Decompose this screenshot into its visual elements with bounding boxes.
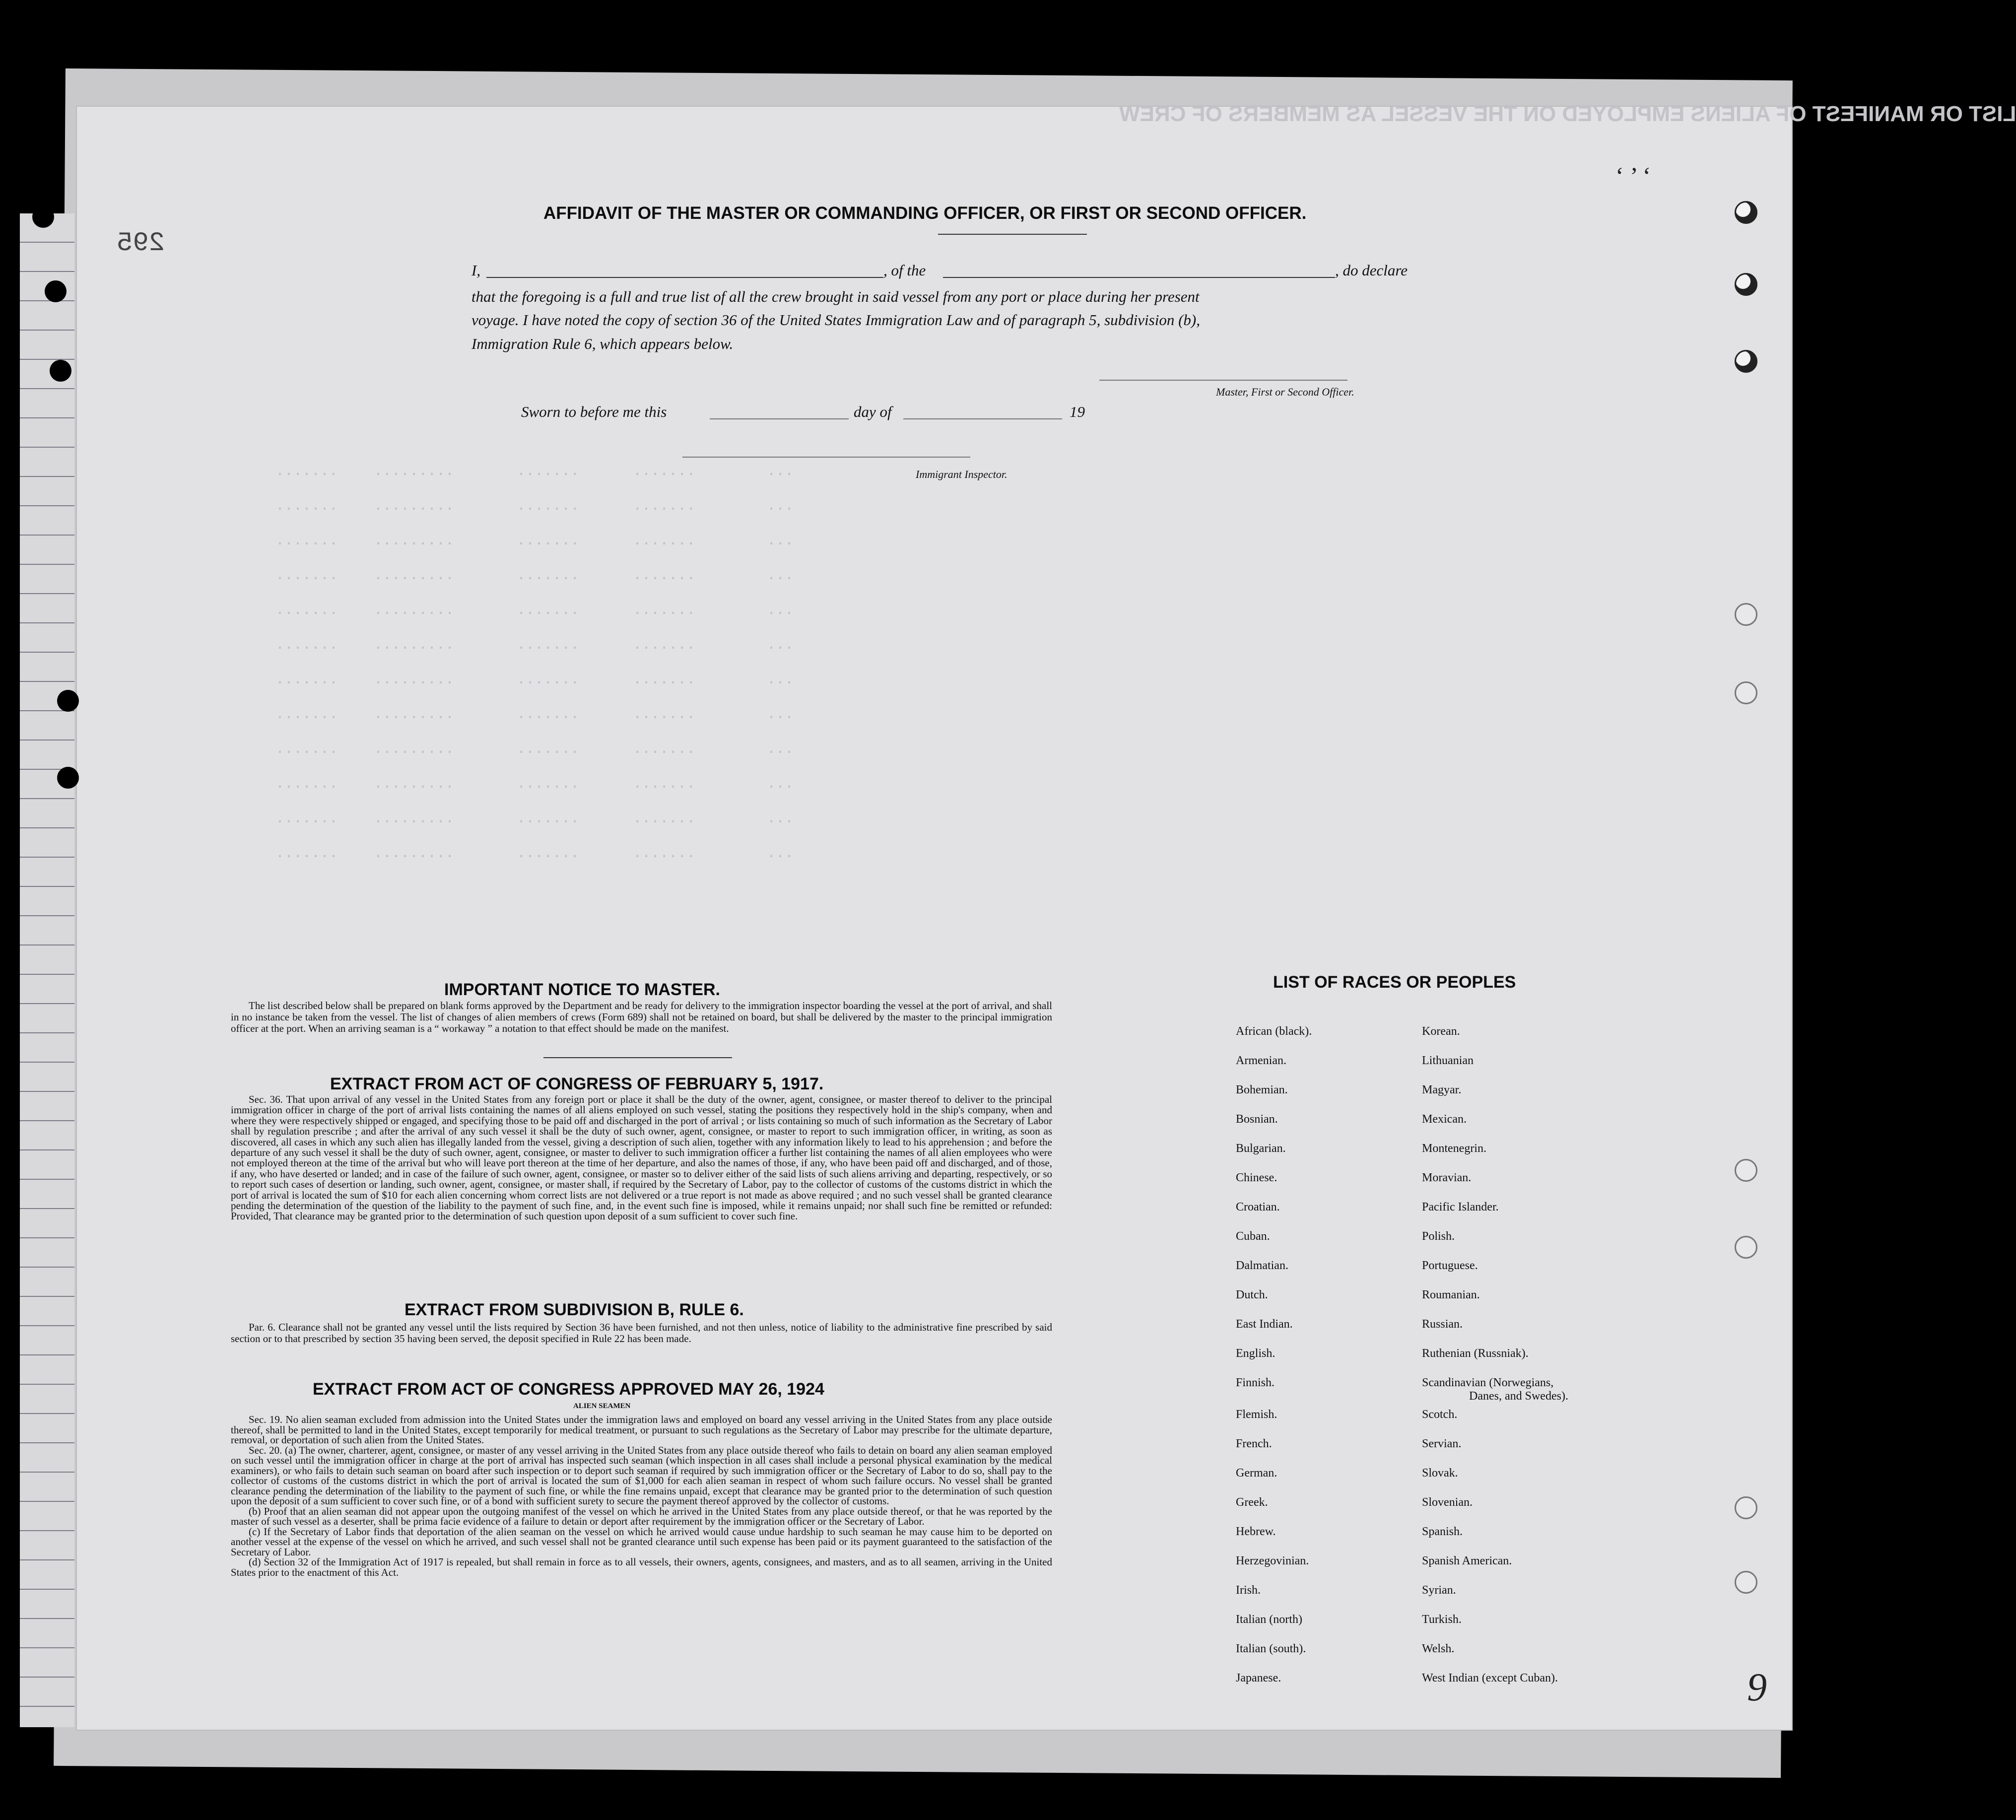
race-item: Magyar. — [1422, 1083, 1462, 1096]
binder-ring-icon — [1735, 603, 1757, 626]
race-item: Japanese. — [1236, 1672, 1281, 1685]
notice-rule — [543, 1057, 732, 1058]
affidavit-line3: voyage. I have noted the copy of section 36 of the United States Immigration Law and of paragraph 5, subdivision (b), — [471, 311, 1200, 329]
race-item: Russian. — [1422, 1318, 1463, 1331]
section-20a-paragraph: Sec. 20. (a) The owner, charterer, agent, consignee, or master of any vessel arriving in the United States from any place outside thereof who fails to detain on board any alien seaman employed on such vessel until the immigration officer in charge at the port of arrival has inspected such seaman (which inspection in all cases shall include a personal physical examination by the medical examiners), or who fails to detain such seaman on board after such inspection or to deport such seaman if required by such immigration officer or the Secretary of Labor to do so, shall pay to the collector of customs of the customs district in which the port of arrival is located the sum of $1,000 for each alien seaman in respect of whom such failure occurs. No vessel shall be granted clearance pending the determination of the liability to the payment of such fine, or while the fine remains unpaid, except that clearance may be granted prior to the determination of such question upon the deposit of a sum sufficient to cover such fine, or of a bond with sufficient surety to secure the payment thereof approved by the collector of customs. — [231, 1444, 1052, 1507]
punch-hole-icon — [57, 767, 79, 789]
race-item: West Indian (except Cuban). — [1422, 1672, 1558, 1685]
binder-ring-icon — [1735, 1159, 1757, 1182]
notice-paragraph: The list described below shall be prepared on blank forms approved by the Department and be ready for delivery to the immigration inspector boarding the vessel at the port of arrival, and shall in no instance be taken from the vessel. The list of changes of alien members of crews (Form 689) shall not be retained on board, but shall be delivered by the master to the principal immigration officer at the port. When an arriving seaman is a “ workaway ” a notation to that effect should be made on the manifest. — [231, 1000, 1052, 1034]
race-item: Turkish. — [1422, 1613, 1462, 1626]
vessel-field — [943, 277, 1335, 278]
bleed-through-text: LIST OR MANIFEST OF ALIENS EMPLOYED ON THE VESSEL AS MEMBERS OF CREW — [1119, 102, 2016, 126]
race-item: Scandinavian (Norwegians, — [1422, 1376, 1554, 1389]
affidavit-of-the: , of the — [883, 262, 926, 279]
race-item: Pacific Islander. — [1422, 1201, 1499, 1213]
race-item: Italian (south). — [1236, 1642, 1306, 1655]
notice-title: IMPORTANT NOTICE TO MASTER. — [444, 980, 720, 999]
punch-hole-icon — [50, 360, 71, 382]
race-item: Spanish. — [1422, 1525, 1463, 1538]
race-item: English. — [1236, 1347, 1276, 1360]
manifest-page — [77, 102, 2016, 1730]
binder-ring-icon — [1735, 201, 1757, 224]
title-rule — [938, 234, 1087, 235]
race-item: Welsh. — [1422, 1642, 1455, 1655]
race-item-continuation: Danes, and Swedes). — [1469, 1390, 1568, 1403]
race-item: Roumanian. — [1422, 1288, 1480, 1301]
race-item: Lithuanian — [1422, 1054, 1474, 1067]
binder-ring-icon — [1735, 1571, 1757, 1594]
inspector-label: Immigrant Inspector. — [916, 468, 1008, 480]
affidavit-i: I, — [471, 262, 481, 279]
extract-1924-title: EXTRACT FROM ACT OF CONGRESS APPROVED MAY 26, 1924 — [313, 1380, 824, 1399]
extract-1924-text — [231, 1415, 1052, 1577]
extract-1917-text — [231, 1094, 1052, 1222]
races-title: LIST OF RACES OR PEOPLES — [1273, 973, 1516, 992]
signature-field — [1099, 380, 1347, 381]
race-item: Herzegovinian. — [1236, 1554, 1309, 1567]
race-item: German. — [1236, 1467, 1277, 1480]
race-item: Korean. — [1422, 1025, 1460, 1038]
handwritten-page-number: 9 — [1747, 1666, 1767, 1709]
binder-ring-icon — [1735, 350, 1757, 373]
section-19-paragraph: Sec. 19. No alien seaman excluded from admission into the United States under the immigration laws and employed on board any vessel arriving in the United States from any place outside thereof, shall be permitted to land in the United States, except temporarily for medical treatment, or pursuant to such regulations as the Secretary of Labor may prescribe for the ultimate departure, removal, or deportation of such alien from the United States. — [231, 1414, 1052, 1446]
sworn-day-field — [710, 418, 849, 419]
binder-ring-icon — [1735, 273, 1757, 296]
race-item: Chinese. — [1236, 1171, 1277, 1184]
race-item: Greek. — [1236, 1496, 1268, 1509]
notice-text — [231, 1000, 1052, 1034]
affidavit-title: AFFIDAVIT OF THE MASTER OR COMMANDING OFFICER, OR FIRST OR SECOND OFFICER. — [543, 203, 1307, 223]
race-item: Irish. — [1236, 1584, 1261, 1597]
day-of-text: day of — [854, 403, 892, 420]
race-item: Slovak. — [1422, 1467, 1458, 1480]
affidavit-line4: Immigration Rule 6, which appears below. — [471, 335, 734, 352]
race-item: East Indian. — [1236, 1318, 1293, 1331]
race-item: Spanish American. — [1422, 1554, 1512, 1567]
race-item: Dalmatian. — [1236, 1259, 1288, 1272]
race-item: Bosnian. — [1236, 1113, 1278, 1126]
extract-rule6-text — [231, 1322, 1052, 1345]
handwritten-mark-top: ‘ ’ ‘ — [1615, 162, 1651, 190]
race-item: Finnish. — [1236, 1376, 1275, 1389]
race-item: Mexican. — [1422, 1113, 1467, 1126]
race-item: Moravian. — [1422, 1171, 1472, 1184]
sworn-text: Sworn to before me this — [521, 403, 667, 420]
race-item: Portuguese. — [1422, 1259, 1478, 1272]
ruled-ledger-edge — [20, 213, 74, 1727]
race-item: Slovenian. — [1422, 1496, 1473, 1509]
inspector-signature-field — [682, 457, 970, 458]
paragraph-6: Par. 6. Clearance shall not be granted any vessel until the lists required by Section 36 have been furnished, and not then unless, notice of liability to the administrative fine prescribed by said section or to that prescribed by section 35 having been served, the deposit specified in Rule 22 has been made. — [231, 1321, 1052, 1345]
race-item: Croatian. — [1236, 1201, 1280, 1213]
affidavit-declare: , do declare — [1335, 262, 1408, 279]
section-36-paragraph: Sec. 36. That upon arrival of any vessel in the United States from any foreign port or place it shall be the duty of the owner, agent, consignee, or master thereof to deliver to the principal immigration officer in charge of the port of arrival lists containing the names of all aliens employed on such vessel, stating the positions they respectively hold in the ship's company, when and where they were respectively shipped or engaged, and specifying those to be paid off and discharged in the port of arrival ; or lists containing so much of such information as the Secretary of Labor shall by regulation prescribe ; and after the arrival of any such vessel it shall be the duty of such owner, agent, consignee, or master to report to such immigration officer, in writing, as soon as discovered, all cases in which any such alien has illegally landed from the vessel, giving a description of such alien, together with any information likely to lead to his apprehension ; and before the departure of any such vessel it shall be the duty of such owner, agent, consignee, or master to deliver to such immigration officer a further list containing the names of all alien employees who were not employed thereon at the time of the arrival but who will leave port thereon at the time of her departure, and also the names of those, if any, who have been paid off and discharged, and of those, if any, who have deserted or landed; and in case of the failure of such owner, agent, consignee, or master so to deliver either of the said lists of such aliens arriving and departing, respectively, or so to report such cases of desertion or landing, such owner, agent, consignee, or master shall, if required by the Secretary of Labor, pay to the collector of customs of the customs district in which the port of arrival is located the sum of $10 for each alien concerning whom correct lists are not delivered or a true report is not made as above required ; and no such vessel shall be granted clearance pending the determination of the question of the liability to the payment of such fine, and, in the event such fine is imposed, while it remains unpaid; nor shall such fine be remitted or refunded: Provided, That clearance may be granted prior to the determination of such question upon deposit of a sum sufficient to cover such fine. — [231, 1093, 1052, 1222]
race-item: Syrian. — [1422, 1584, 1456, 1597]
name-field — [486, 277, 883, 278]
race-item: Scotch. — [1422, 1408, 1458, 1421]
year-text: 19 — [1070, 403, 1085, 420]
section-20d-paragraph: (d) Section 32 of the Immigration Act of 1917 is repealed, but shall remain in force as to all vessels, their owners, agents, consignees, and masters, and as to all seamen, arriving in the United States prior to the enactment of this Act. — [231, 1556, 1052, 1578]
binder-ring-icon — [1735, 1236, 1757, 1259]
section-20c-paragraph: (c) If the Secretary of Labor finds that deportation of the alien seaman on the vessel on which he arrived would cause undue hardship to such seaman he may cause him to be deported on another vessel at the expense of the vessel on which he arrived, and such vessel shall not be granted clearance until such expense has been paid or its payment guaranteed to the satisfaction of the Secretary of Labor. — [231, 1525, 1052, 1558]
race-item: Montenegrin. — [1422, 1142, 1486, 1155]
stamped-page-number: 295 — [117, 228, 165, 259]
race-item: Armenian. — [1236, 1054, 1286, 1067]
race-item: Bulgarian. — [1236, 1142, 1286, 1155]
bleed-through-rows: ... ....... ....... ......... ....... ... ....... ....... ......... ....... ... ....... ....... ......... ....... ... ....... ....... ......... ....... ... ....... ....... ......... ....... ... ....... ....... ......... ....... ... ....... ....... ......... ....... ... ....... ....... ......... ....... ... ....... ....... ......... ....... ... ....... ....... ......... ....... ... ....... ....... ......... ....... ... ....... ....... ......... ....... — [275, 463, 794, 862]
race-item: Ruthenian (Russniak). — [1422, 1347, 1529, 1360]
punch-hole-icon — [32, 206, 54, 228]
race-item: Polish. — [1422, 1230, 1455, 1243]
race-item: Cuban. — [1236, 1230, 1270, 1243]
binder-ring-icon — [1735, 681, 1757, 704]
race-item: Hebrew. — [1236, 1525, 1276, 1538]
alien-seamen-subtitle: ALIEN SEAMEN — [573, 1402, 631, 1410]
extract-1917-title: EXTRACT FROM ACT OF CONGRESS OF FEBRUARY 5, 1917. — [330, 1075, 824, 1093]
signature-label: Master, First or Second Officer. — [1216, 386, 1354, 398]
race-item: Servian. — [1422, 1437, 1462, 1450]
extract-rule6-title: EXTRACT FROM SUBDIVISION B, RULE 6. — [404, 1300, 744, 1319]
race-item: African (black). — [1236, 1025, 1312, 1038]
month-field — [903, 418, 1062, 419]
punch-hole-icon — [57, 690, 79, 712]
affidavit-line2: that the foregoing is a full and true list of all the crew brought in said vessel from any port or place during her present — [471, 288, 1200, 305]
race-item: Bohemian. — [1236, 1083, 1288, 1096]
section-20b-paragraph: (b) Proof that an alien seaman did not appear upon the outgoing manifest of the vessel on which he arrived in the United States from any place outside thereof, or that he was reported by the master of such vessel as a deserter, shall be prima facie evidence of a failure to detain or deport after requirement by the immigration officer or the Secretary of Labor. — [231, 1505, 1052, 1527]
binder-ring-icon — [1735, 1496, 1757, 1519]
race-item: Dutch. — [1236, 1288, 1268, 1301]
race-item: Italian (north) — [1236, 1613, 1302, 1626]
race-item: French. — [1236, 1437, 1272, 1450]
race-item: Flemish. — [1236, 1408, 1277, 1421]
punch-hole-icon — [45, 280, 67, 302]
